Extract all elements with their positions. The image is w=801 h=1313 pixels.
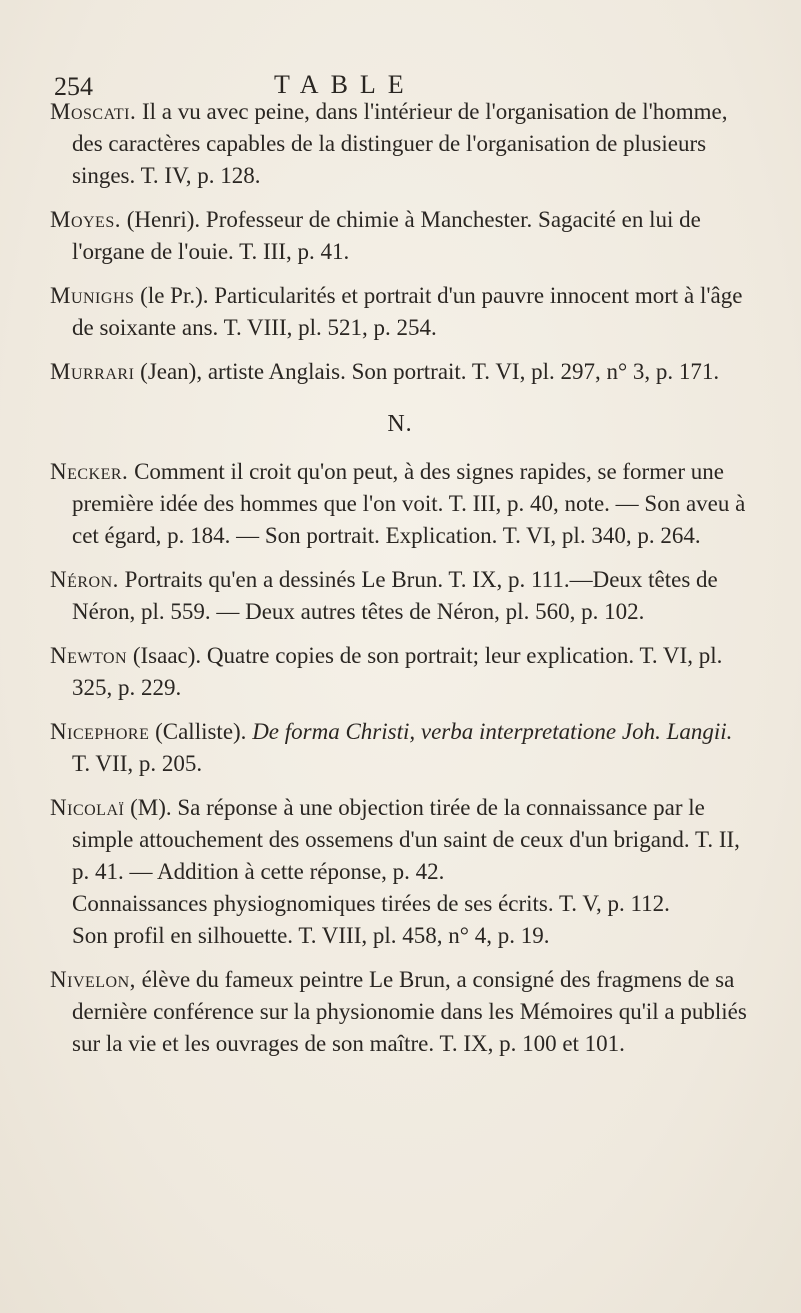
entry-text: Portraits qu'en a dessinés Le Brun. T. IX, p. 111.—Deux têtes de Néron, pl. 559. — Deux autres têtes de Néron, pl. 560, p. 102. [72,567,718,624]
index-content [50,96,750,1072]
page-number: 254 [54,72,93,101]
entry-headword: Nicolaï [50,795,125,820]
entry-italic-title: De forma Christi, verba interpretatione Joh. Langii. [252,719,733,744]
entry-headword: Murrari [50,359,135,384]
entry-headword: Néron. [50,567,119,592]
entry-headword: Newton [50,643,128,668]
entry-text: élève du fameux peintre Le Brun, a consigné des fragmens de sa dernière conférence sur la physionomie dans les Mémoires qu'il a publiés sur la vie et les ouvrages de son maître. T. IX, p. 100 et 101. [72,967,747,1056]
index-entry-moyes [50,204,750,268]
index-entry-neron [50,564,750,628]
index-entry-munighs [50,280,750,344]
index-entry-necker [50,456,750,552]
entry-text: (Jean), artiste Anglais. Son portrait. T. VI, pl. 297, n° 3, p. 171. [134,359,720,384]
entry-text: (Isaac). Quatre copies de son portrait; leur explication. T. VI, pl. 325, p. 229. [72,643,723,700]
entry-subparagraph: Connaissances physiognomiques tirées de ses écrits. T. V, p. 112. [72,891,670,916]
index-entry-nicolai [50,792,750,952]
index-entry-nicephore [50,716,750,780]
entry-headword: Nicephore [50,719,150,744]
entry-headword: Nivelon, [50,967,136,992]
index-entry-newton [50,640,750,704]
entry-text: (le Pr.). Particularités et portrait d'un pauvre innocent mort à l'âge de soixante ans. T. VIII, pl. 521, p. 254. [72,283,743,340]
entry-headword: Moyes. [50,207,121,232]
entry-headword: Munighs [50,283,135,308]
entry-text: (M). Sa réponse à une objection tirée de la connaissance par le simple attouchement des ossemens d'un saint de ceux d'un brigand. T. II, p. 41. — Addition à cette réponse, p. 42. [72,795,740,884]
entry-text: (Calliste). [149,719,253,744]
entry-headword: Moscati. [50,99,137,124]
index-entry-moscati [50,96,750,192]
section-letter-n: N. [387,411,413,437]
entry-headword: Necker. [50,459,129,484]
running-title: TABLE [274,70,416,99]
index-entry-nivelon [50,964,750,1060]
entry-subparagraph: Son profil en silhouette. T. VIII, pl. 458, n° 4, p. 19. [72,923,550,948]
entry-text: (Henri). Professeur de chimie à Manchester. Sagacité en lui de l'organe de l'ouie. T. III, p. 41. [72,207,701,264]
entry-text: Comment il croit qu'on peut, à des signes rapides, se former une première idée des hommes que l'on voit. T. III, p. 40, note. — Son aveu à cet égard, p. 184. — Son portrait. Explication. T. VI, pl. 340, p. 264. [72,459,746,548]
entry-text: T. VII, p. 205. [72,751,203,776]
index-entry-murrari [50,356,750,388]
entry-text: Il a vu avec peine, dans l'intérieur de l'organisation de l'homme, des caractères capables de la distinguer de l'organisation de plusieurs singes. T. IV, p. 128. [72,99,728,188]
